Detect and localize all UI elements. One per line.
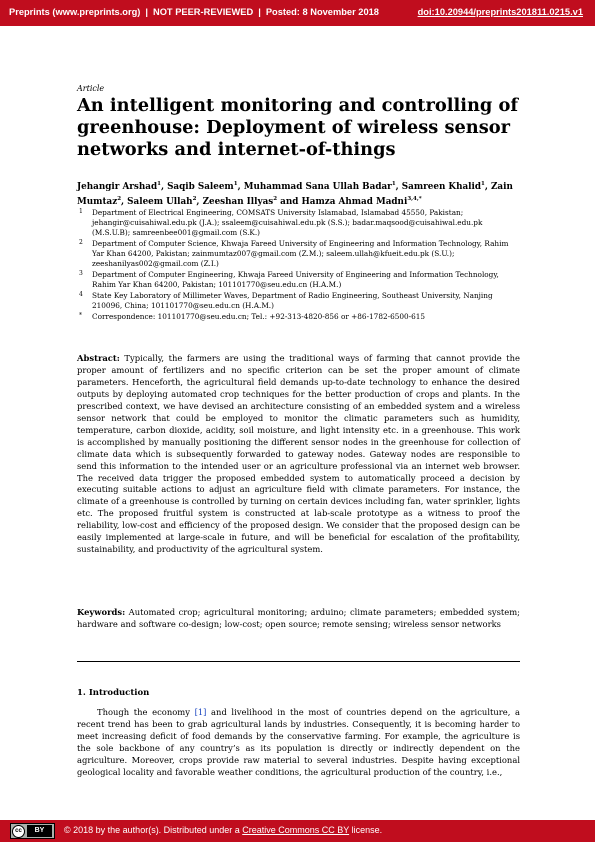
author-name: Saqib Saleem [167,181,234,192]
affiliation-number: 4 [79,291,83,298]
author-affiliation-marker: 2 [273,195,278,202]
by-icon: BY [27,825,52,837]
abstract-paragraph [77,353,520,556]
keywords-text: Automated crop; agricultural monitoring; arduino; climate parameters; embedded system; hardware and software co-design; low-cost; open source; remote sensing; wireless sensor networks [77,607,520,629]
author-name: Hamza Ahmad Madni [301,196,408,207]
author-affiliation-marker: 1 [481,181,485,187]
header-source-link[interactable]: Preprints (www.preprints.org) [9,7,141,17]
introduction-paragraph [77,707,520,779]
affiliation-list [79,208,519,323]
affiliation-text: Department of Computer Engineering, Khwaja Fareed University of Engineering and Information Technology, Rahim Yar Khan 64200, Pakistan; 101101770@seu.edu.cn (H.A.M.) [92,270,499,289]
license-text [64,825,382,835]
affiliation-item [79,270,519,290]
intro-text-start: Though the economy [97,707,195,717]
affiliation-number: * [79,312,82,319]
header-separator: | [145,7,148,17]
author-affiliation-marker: 2 [117,195,122,202]
author-name: Zeeshan Illyas [202,196,274,207]
section-heading-introduction: 1. Introduction [77,688,150,698]
intro-text-rest: and livelihood in the most of countries depend on the agriculture, a recent trend has been to grab agricultural lands by industries. Consequently, it is becoming harder to meet increasing deficit of food demands by the conservative farming. For example, the agriculture is the sole backbone of any country’s as its population is directly or indirectly dependent on the agriculture. Moreover, crops provide raw material to several industries. Despite having exceptional geological locality and favorable weather conditions, the agricultural production of the country, i.e., [77,707,520,777]
author-separator: , [484,181,491,192]
author-separator: , [237,181,244,192]
affiliation-item [79,291,519,311]
keywords-label: Keywords: [77,607,126,617]
abstract-text: Typically, the farmers are using the traditional ways of farming that cannot provide the proper amount of fertilizers and no specific criterion can be set the proper amount of climate parameters. Henceforth, the agricultural field demands up-to-date technology to enhance the desired outputs by deploying automated crop techniques for the better production of crops and plants. In the prescribed context, we have devised an architecture consisting of an embedded system and a wireless sensor network that could be employed to monitor the climatic parameters such as humidity, temperature, carbon dioxide, acidity, soil moisture, and light intensity etc. in a greenhouse. This work is accomplished by manually positioning the different sensor nodes in the greenhouse for collection of climate data which is subsequently forwarded to gateway nodes. Gateway nodes are responsible to send this information to the intended user or an agriculture professional via an internet web browser. The received data trigger the proposed embedded system to automatically proceed a decision by executing suitable actions to adjust an agriculture field with climate parameters. For instance, the climate of a greenhouse is controlled by turning on certain devices including fan, water sprinkler, lights etc. The proposed fruitful system is constructed at lab-scale prototype as a witness to proof the reliability, low-cost and efficiency of the proposed design. We consider that the proposed design can be easily implemented at large-scale in future, and will be beneficial for escalation of the profitability, sustainability, and productivity of the agricultural system. [77,353,521,555]
author-separator: , [160,181,168,192]
header-meta [9,7,379,17]
author-separator: , [196,196,203,207]
affiliation-number: 1 [79,208,83,215]
author-separator: and [277,196,302,207]
abstract-label: Abstract: [77,353,120,363]
author-affiliation-marker: 1 [157,181,161,187]
author-separator: , [395,181,402,192]
author-affiliation-marker: 1 [233,181,238,187]
license-text-before: © 2018 by the author(s). Distributed under a [64,825,243,835]
paper-title: An intelligent monitoring and controlling of greenhouse: Deployment of wireless sensor networks and internet-of-things [77,95,519,160]
section-divider [77,661,520,662]
header-separator: | [258,7,261,17]
author-list [77,178,520,208]
header-doi-link[interactable]: doi:10.20944/preprints201811.0215.v1 [417,7,583,17]
license-text-after: license. [349,825,383,835]
affiliation-item [79,239,519,269]
preprint-header-bar [0,0,595,26]
affiliation-item [79,312,519,322]
affiliation-text: Department of Electrical Engineering, COMSATS University Islamabad, Islamabad 45550, Pakistan; jehangir@cuisahiwal.edu.pk (J.A.); ssaleem@cuisahiwal.edu.pk (S.S.); badar.maqsood@cuisahiwal.edu.pk (M.S.U.B); samreenbee001@gmail.com (S.K.) [92,208,483,237]
license-link[interactable]: Creative Commons CC BY [242,825,350,835]
affiliation-item [79,208,519,238]
article-type-label: Article [77,84,105,93]
license-footer-bar [0,820,595,842]
author-name: Samreen Khalid [401,181,482,192]
author-separator: , [121,196,128,207]
cc-by-badge-icon[interactable] [10,823,55,839]
author-name: Muhammad Sana Ullah Badar [243,181,392,192]
header-status: NOT PEER-REVIEWED [152,7,254,17]
author-affiliation-marker: 3,4,* [407,195,422,202]
author-name: Jehangir Arshad [77,181,158,192]
cc-icon: cc [12,825,25,838]
affiliation-number: 3 [79,270,83,277]
affiliation-number: 2 [79,239,83,246]
author-name: Saleem Ullah [127,196,193,207]
author-name: Zain Mumtaz [77,181,513,207]
citation-link[interactable]: [1] [194,707,207,717]
keywords-paragraph [77,607,520,631]
affiliation-text: Correspondence: 101101770@seu.edu.cn; Tel.: +92-313-4820-856 or +86-1782-6500-615 [92,312,426,321]
header-posted-date: Posted: 8 November 2018 [265,7,379,17]
affiliation-text: Department of Computer Science, Khwaja Fareed University of Engineering and Information Technology, Rahim Yar Khan 64200, Pakistan; zainmumtaz007@gmail.com (Z.M.); saleem.ullah@kfueit.edu.pk (S.U.); zeeshanilyas002@gmail.com (Z.I.) [92,239,509,268]
affiliation-text: State Key Laboratory of Millimeter Waves, Department of Radio Engineering, Southeast University, Nanjing 210096, China; 101101770@seu.edu.cn (H.A.M.) [92,291,493,310]
author-affiliation-marker: 2 [192,195,197,202]
author-affiliation-marker: 1 [391,181,396,187]
